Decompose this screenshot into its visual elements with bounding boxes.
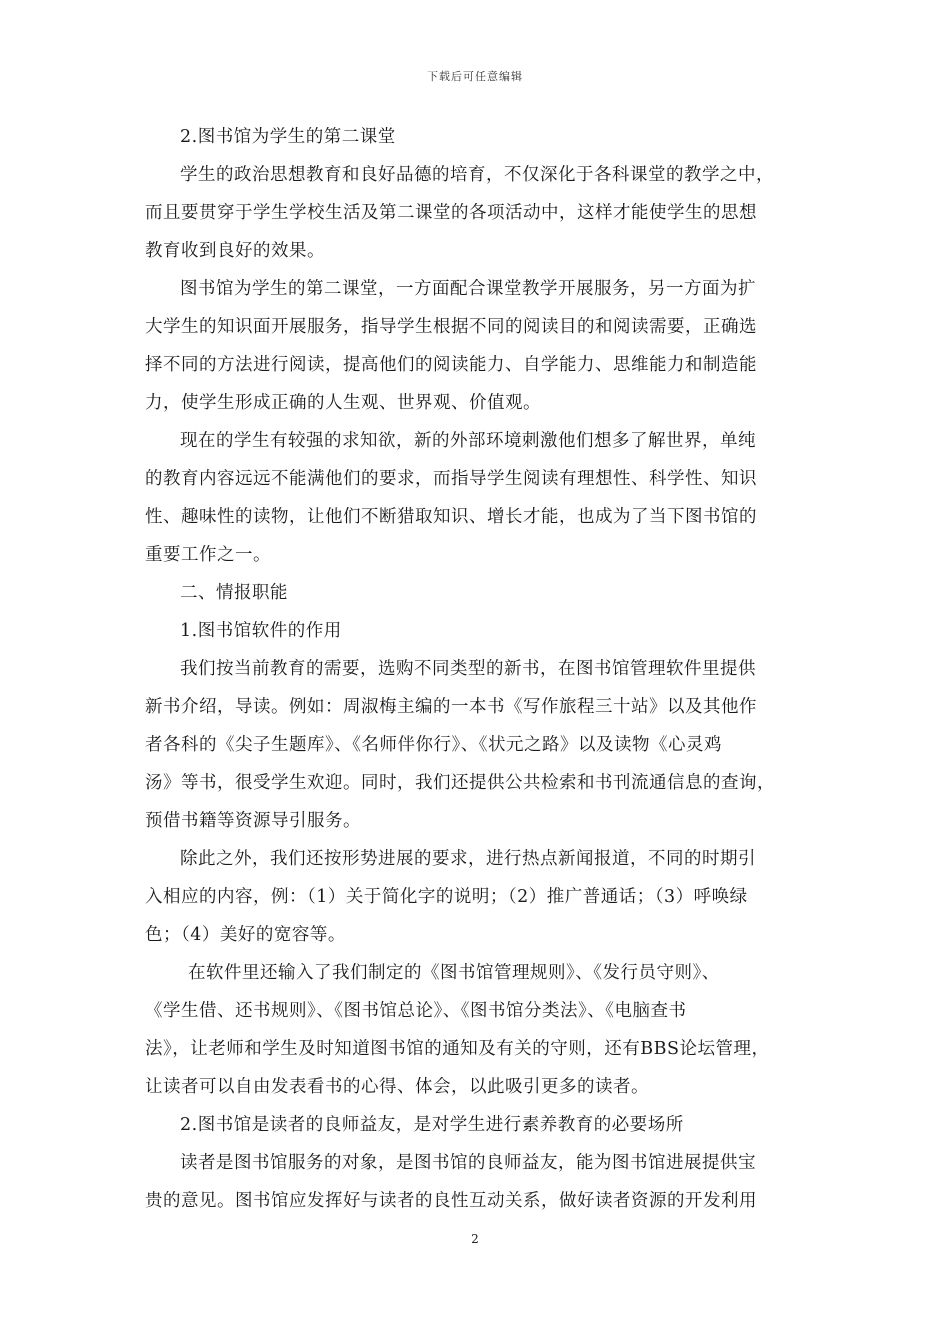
paragraph-line: 择不同的方法进行阅读，提高他们的阅读能力、自学能力、思维能力和制造能 bbox=[145, 355, 757, 375]
document-body bbox=[145, 118, 815, 1220]
paragraph-line: 力，使学生形成正确的人生观、世界观、价值观。 bbox=[145, 393, 541, 413]
paragraph-line: 汤》等书，很受学生欢迎。同时，我们还提供公共检索和书刊流通信息的查询， bbox=[145, 773, 775, 793]
paragraph-line: 重要工作之一。 bbox=[145, 545, 271, 565]
paragraph-line: 色；（4）美好的宽容等。 bbox=[145, 925, 346, 945]
section-heading: 2.图书馆是读者的良师益友，是对学生进行素养教育的必要场所 bbox=[180, 1115, 684, 1135]
section-heading: 1.图书馆软件的作用 bbox=[180, 621, 342, 641]
paragraph-line: 预借书籍等资源导引服务。 bbox=[145, 811, 361, 831]
paragraph-line: 入相应的内容，例：（1）关于简化字的说明；（2）推广普通话；（3）呼唤绿 bbox=[145, 887, 748, 907]
paragraph-line: 者各科的《尖子生题库》、《名师伴你行》、《状元之路》以及读物《心灵鸡 bbox=[145, 735, 722, 755]
paragraph-line: 法》，让老师和学生及时知道图书馆的通知及有关的守则，还有BBS论坛管理， bbox=[145, 1039, 770, 1059]
section-heading: 二、情报职能 bbox=[180, 583, 288, 603]
paragraph-line: 新书介绍，导读。例如：周淑梅主编的一本书《写作旅程三十站》以及其他作 bbox=[145, 697, 757, 717]
paragraph-line: 现在的学生有较强的求知欲，新的外部环境刺激他们想多了解世界，单纯 bbox=[180, 431, 756, 451]
paragraph-line: 学生的政治思想教育和良好品德的培育，不仅深化于各科课堂的教学之中， bbox=[180, 165, 774, 185]
paragraph-line: 的教育内容远远不能满他们的要求，而指导学生阅读有理想性、科学性、知识 bbox=[145, 469, 757, 489]
paragraph-line: 我们按当前教育的需要，选购不同类型的新书，在图书馆管理软件里提供 bbox=[180, 659, 756, 679]
paragraph-line: 除此之外，我们还按形势进展的要求，进行热点新闻报道，不同的时期引 bbox=[180, 849, 756, 869]
page-number: 2 bbox=[471, 1232, 479, 1246]
paragraph-line: 贵的意见。图书馆应发挥好与读者的良性互动关系，做好读者资源的开发利用 bbox=[145, 1191, 757, 1211]
paragraph-line: 在软件里还输入了我们制定的《图书馆管理规则》、《发行员守则》、 bbox=[188, 963, 720, 983]
paragraph-line: 而且要贯穿于学生学校生活及第二课堂的各项活动中，这样才能使学生的思想 bbox=[145, 203, 757, 223]
paragraph-line: 性、趣味性的读物，让他们不断猎取知识、增长才能，也成为了当下图书馆的 bbox=[145, 507, 757, 527]
paragraph-line: 让读者可以自由发表看书的心得、体会，以此吸引更多的读者。 bbox=[145, 1077, 649, 1097]
paragraph-line: 图书馆为学生的第二课堂，一方面配合课堂教学开展服务，另一方面为扩 bbox=[180, 279, 756, 299]
paragraph-line: 读者是图书馆服务的对象，是图书馆的良师益友，能为图书馆进展提供宝 bbox=[180, 1153, 756, 1173]
paragraph-line: 《学生借、还书规则》、《图书馆总论》、《图书馆分类法》、《电脑查书 bbox=[145, 1001, 687, 1021]
paragraph-line: 大学生的知识面开展服务，指导学生根据不同的阅读目的和阅读需要，正确选 bbox=[145, 317, 757, 337]
paragraph-line: 教育收到良好的效果。 bbox=[145, 241, 325, 261]
page-header: 下载后可任意编辑 bbox=[427, 70, 523, 83]
section-heading: 2.图书馆为学生的第二课堂 bbox=[180, 127, 396, 147]
